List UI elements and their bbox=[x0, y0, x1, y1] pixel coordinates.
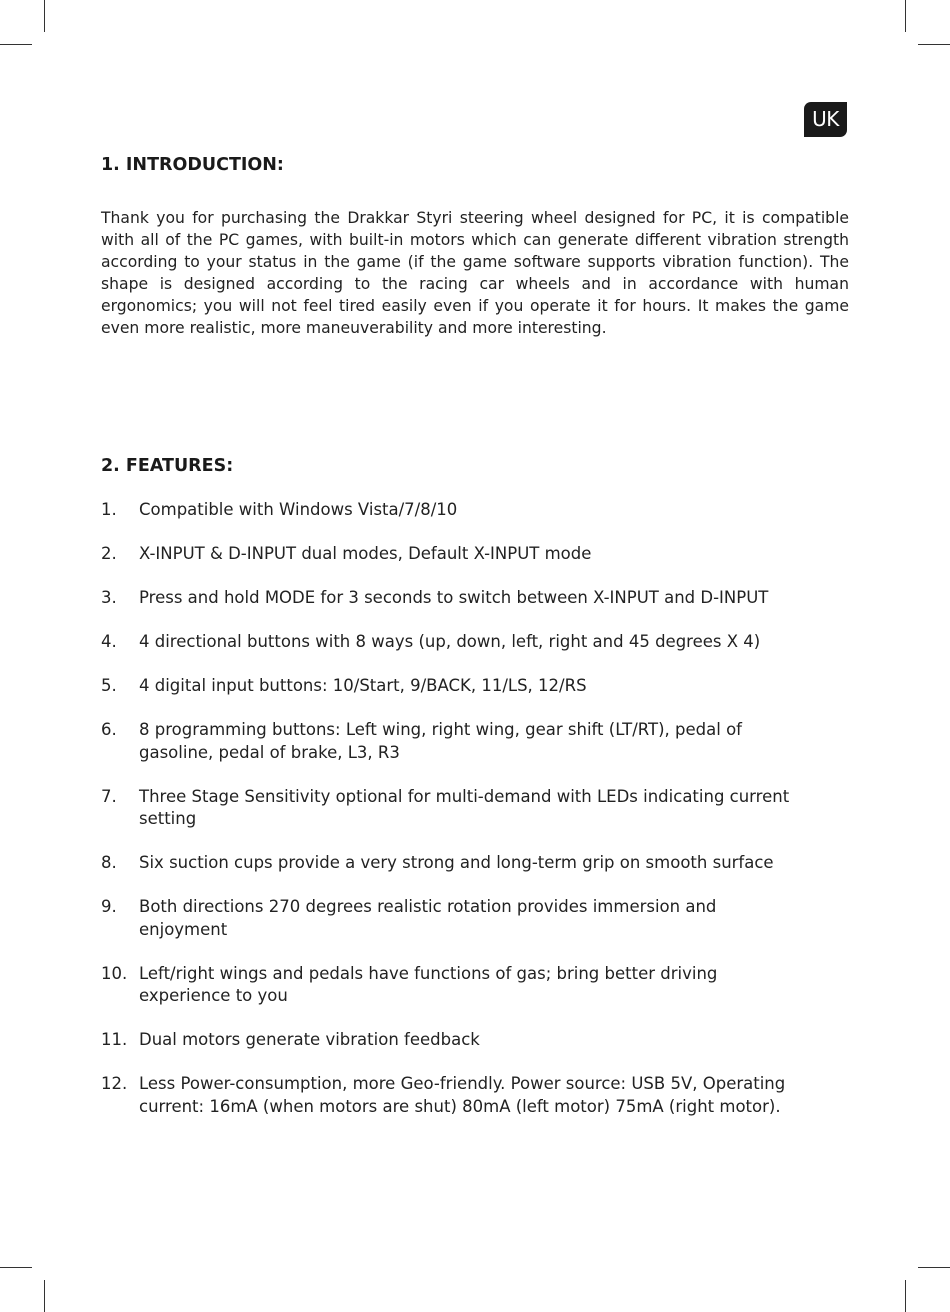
list-item bbox=[101, 852, 801, 875]
list-item-number: 12. bbox=[101, 1074, 128, 1093]
crop-mark-bottom-left-vertical bbox=[44, 1280, 45, 1312]
list-item bbox=[101, 1073, 801, 1118]
crop-mark-top-right-vertical bbox=[905, 0, 906, 32]
list-item-text: Compatible with Windows Vista/7/8/10 bbox=[139, 500, 458, 519]
list-item-number: 5. bbox=[101, 676, 117, 695]
list-item bbox=[101, 543, 801, 566]
list-item bbox=[101, 1029, 801, 1052]
list-item-text: Three Stage Sensitivity optional for multi-demand with LEDs indicating current setting bbox=[139, 786, 790, 828]
list-item bbox=[101, 719, 801, 764]
crop-mark-top-left-horizontal bbox=[0, 44, 32, 45]
list-item-text: Dual motors generate vibration feedback bbox=[139, 1030, 480, 1049]
list-item-text: Both directions 270 degrees realistic rotation provides immersion and enjoyment bbox=[139, 897, 717, 939]
introduction-heading: 1. INTRODUCTION: bbox=[101, 155, 284, 175]
list-item bbox=[101, 675, 801, 698]
crop-mark-bottom-right-vertical bbox=[905, 1280, 906, 1312]
crop-mark-bottom-left-horizontal bbox=[0, 1267, 32, 1268]
list-item bbox=[101, 896, 801, 941]
list-item-text: 8 programming buttons: Left wing, right wing, gear shift (LT/RT), pedal of gasoline, pedal of brake, L3, R3 bbox=[139, 720, 742, 762]
list-item bbox=[101, 631, 801, 654]
list-item-text: Less Power-consumption, more Geo-friendly. Power source: USB 5V, Operating current: 16mA (when motors are shut) 80mA (left motor) 75mA (right motor). bbox=[139, 1074, 786, 1116]
list-item-text: X-INPUT & D-INPUT dual modes, Default X-INPUT mode bbox=[139, 544, 592, 563]
features-list bbox=[101, 499, 801, 1140]
list-item bbox=[101, 963, 801, 1008]
crop-mark-top-left-vertical bbox=[44, 0, 45, 32]
list-item-text: Left/right wings and pedals have functions of gas; bring better driving experience to you bbox=[139, 963, 718, 1005]
list-item-number: 3. bbox=[101, 588, 117, 607]
crop-mark-top-right-horizontal bbox=[918, 44, 950, 45]
list-item-number: 1. bbox=[101, 500, 117, 519]
language-badge: UK bbox=[804, 102, 847, 137]
crop-mark-bottom-right-horizontal bbox=[918, 1267, 950, 1268]
list-item-number: 7. bbox=[101, 786, 117, 806]
list-item-number: 8. bbox=[101, 853, 117, 872]
list-item-number: 9. bbox=[101, 897, 117, 916]
list-item bbox=[101, 786, 801, 831]
introduction-paragraph: Thank you for purchasing the Drakkar Styri steering wheel designed for PC, it is compatible with all of the PC games, with built-in motors which can generate different vibration strength according to your status in the game (if the game software supports vibration function). The shape is designed according to the racing car wheels and in accordance with human ergonomics; you will not feel tired easily even if you operate it for hours. It makes the game even more realistic, more maneuverability and more interesting. bbox=[101, 209, 849, 337]
list-item-text: Press and hold MODE for 3 seconds to switch between X-INPUT and D-INPUT bbox=[139, 588, 769, 607]
list-item-number: 2. bbox=[101, 544, 117, 563]
list-item bbox=[101, 587, 801, 610]
list-item-number: 10. bbox=[101, 963, 128, 983]
list-item-text: 4 directional buttons with 8 ways (up, down, left, right and 45 degrees X 4) bbox=[139, 632, 761, 651]
list-item bbox=[101, 499, 801, 522]
list-item-text: 4 digital input buttons: 10/Start, 9/BACK, 11/LS, 12/RS bbox=[139, 676, 587, 695]
list-item-number: 4. bbox=[101, 632, 117, 651]
list-item-number: 11. bbox=[101, 1030, 128, 1049]
list-item-text: Six suction cups provide a very strong and long-term grip on smooth surface bbox=[139, 853, 774, 872]
list-item-number: 6. bbox=[101, 720, 117, 739]
features-heading: 2. FEATURES: bbox=[101, 456, 234, 476]
